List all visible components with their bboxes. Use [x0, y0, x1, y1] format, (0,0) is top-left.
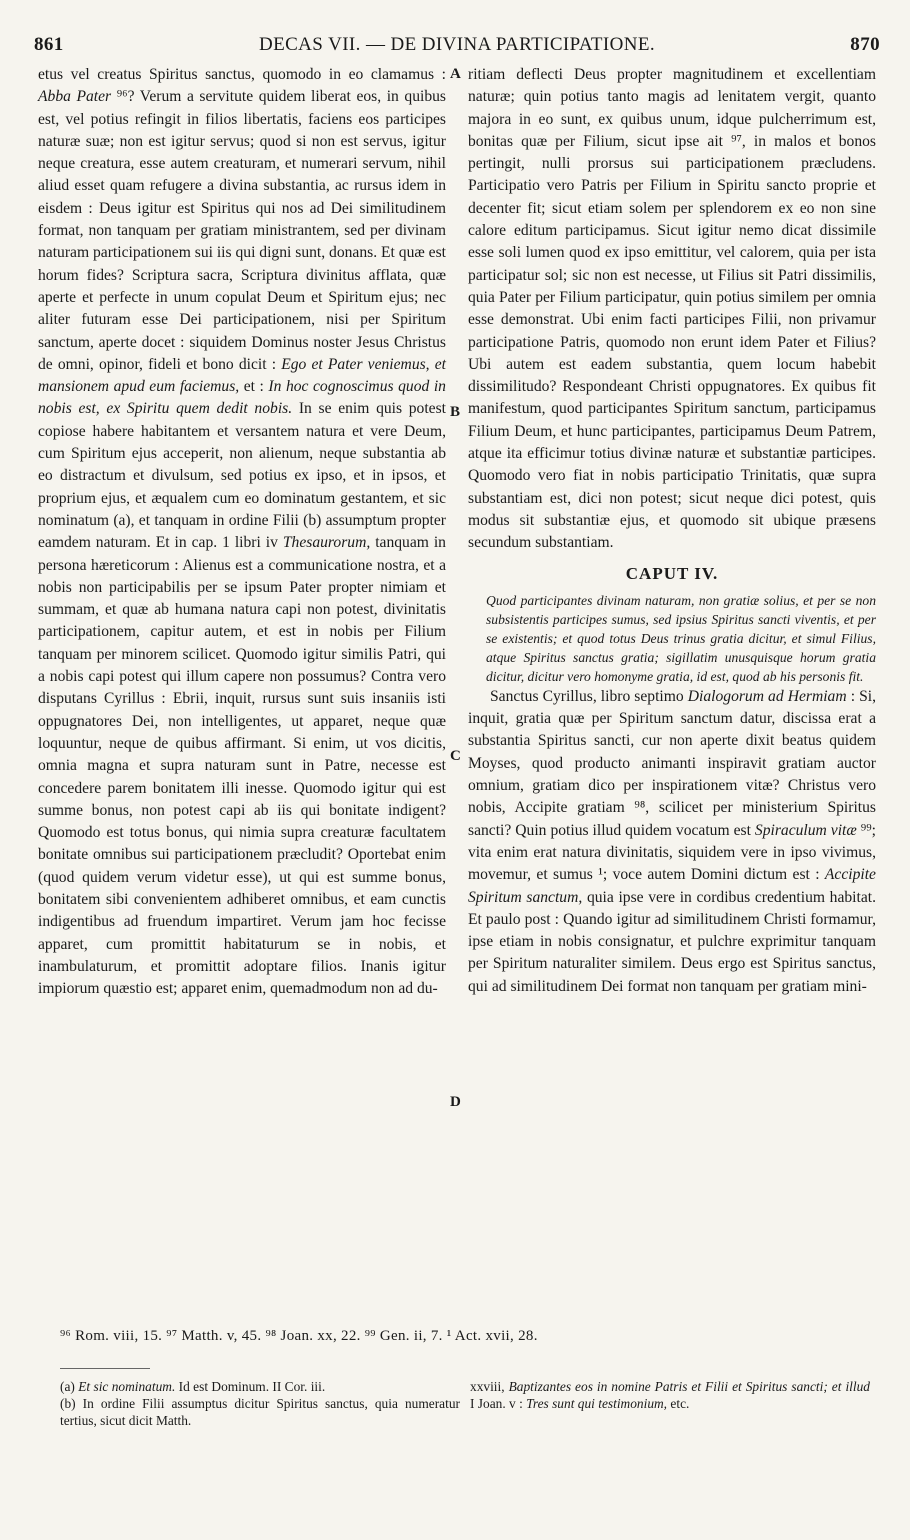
footnote-b: (b) In ordine Filii assumptus dicitur Spiritus sanctus, quia numeratur tertius, sicut dicit Matth. — [60, 1396, 460, 1428]
page-number-left: 861 — [34, 34, 64, 55]
footnote-b-continued: xxviii, Baptizantes eos in nomine Patris et Filii et Spiritus sancti; et illud I Joan. v : Tres sunt qui testimonium, etc. — [470, 1379, 870, 1411]
right-paragraph-2: Sanctus Cyrillus, libro septimo Dialogorum ad Hermiam : Si, inquit, gratia quæ per Spiritum sanctum datur, discissa erat a substantia Spiritus sancti, cur non aperte dixit beatus quidem Moyses, quod producto animanti inspiravit gratiam auctor omnium, gratiam dico per inspirationem vitæ? Christus vero nobis, Accipite gratiam ⁹⁸, scilicet per ministerium Spiritus sancti? Quin potius illud quidem vocatum est Spiraculum vitæ ⁹⁹; vita enim erat natura divinitatis, siquidem vere in ipso vivimus, movemur, et sumus ¹; voce autem Domini dictum est : Accipite Spiritum sanctum, quia ipse vere in cordibus credentium habitat. Et paulo post : Quando igitur ad similitudinem Christi formamur, ipse etiam in nobis consignatur, et pulchre exprimitur tanquam per Spiritum naturaliter similem. Deus ergo est Spiritus sanctus, qui ad similitudinem Dei format non tanquam per gratiam mini- — [468, 687, 877, 995]
footnotes-right — [470, 1378, 870, 1412]
section-marker-a: A — [450, 66, 461, 82]
left-paragraph: etus vel creatus Spiritus sanctus, quomodo in eo clamamus : Abba Pater ⁹⁶? Verum a servitute quidem liberat eos, in quibus est, vel potius refingit in filios libertatis, faciens eos participes naturæ suæ; non est igitur servus; quod si non est servus, igitur neque creatura, esse autem creaturam, et numerari servum, nihil aliud esset quam refugere a divina substantia, ac rursus idem in eisdem : Deus igitur est Spiritus qui nos ad Dei similitudinem format, non tanquam per gratiam ministrantem, sed per divinam naturam participationem sui iis qui digni sunt, donans. Et quæ est horum fides? Scriptura sacra, Scriptura divinitus afflata, quæ aperte et perfecte in unum copulat Deum et Spiritum ejus; nec aliter futuram esse Dei participationem, nisi per Spiritum sanctum, aperte docet : siquidem Dominus noster Jesus Christus de omni, opinor, fideli et bono dicit : Ego et Pater veniemus, et mansionem apud eum faciemus, et : In hoc cognoscimus quod in nobis est, ex Spiritu quem dedit nobis. In se enim quis potest copiose habere habitantem et versantem natura et vere Deum, cum Spiritum ejus acceperit, non alienum, neque substantia ab eo distractum et divulsum, sed potius ex ipso, et in ipsos, et proprium ejus, et æqualem cum eo dominatum gestantem, et sic nominatum (a), et tanquam in ordine Filii (b) assumptum propter eamdem naturam. Et in cap. 1 libri iv Thesaurorum, tanquam in persona hæreticorum : Alienus est a communicatione nostra, et a nobis non participabilis per se ipsum Pater propter nimiam et summam, et quæ ab humana natura capi non potest, divinitatis participationem, capitur autem, et est in nobis per Filium tanquam per minorem scilicet. Quomodo igitur similis Patri, qui a nobis capi potest qui illum capere non possumus? Contra vero disputans Cyrillus : Ebrii, inquit, rursus sunt suis insaniis isti oppugnatores Dei, non intelligentes, ut apparet, neque quæ loquuntur, neque de quibus affirmant. Si enim, ut vos dicitis, omnia magna et supra naturam sunt in Patre, necesse est concedere parem bonitatem illi inesse. Quomodo igitur qui est summe bonus, non potest capi ab iis qui bonitate indigent? Quomodo est totus bonus, qui nimia supra creaturæ facultatem bonitate omnibus sui participationem præcludit? Oportebat enim (quod quidem verum videtur esse), ut qui est summe bonus, bonitatem sibi convenientem adhiberet omnibus, et eam cunctis indigentibus ad fruendum impartiret. Verum jam hoc fecisse apparet, cum promittit habitaturum se in nobis, et inambulaturum, et promittit adoptare filios. Inanis igitur impiorum quæstio est; apparet enim, quemadmodum non ad du- — [38, 66, 447, 998]
chapter-heading: CAPUT IV. — [625, 563, 719, 583]
running-header — [34, 34, 880, 56]
section-marker-b: B — [450, 404, 461, 420]
scripture-references: ⁹⁶ Rom. viii, 15. ⁹⁷ Matth. v, 45. ⁹⁸ Joan. xx, 22. ⁹⁹ Gen. ii, 7. ¹ Act. xvii, 28. — [60, 1328, 538, 1344]
right-paragraph-1: ritiam deflecti Deus propter magnitudinem et excellentiam naturæ; quin potius tanto magis ad lenitatem vergit, quanto majora in eo sunt, ex quibus unum, idque pulcherrimum est, bonitas quæ per Filium, sicut ipse ait ⁹⁷, in malos et bonos pertingit, nulli prorsus sui participationem præcludens. Participatio vero Patris per Filium in Spiritu sancto proprie et decenter fit; sicut etiam solem per splendorem ex eo non sine calore editum participamus. Sicut igitur nemo dicat dissimile esse soli lumen quod ex ipso emittitur, vel calorem, quia per ista participatur sol; sic non est necesse, ut Filius sit Patri dissimilis, quia Pater per Filium participatur, quin potius similem per omnia esse demonstrat. Ubi enim facti participes Filii, non privamur participatione Patris, quomodo non erunt idem Pater et Filius? Ubi autem est eadem substantia, quem locum habebit dissimilitudo? Respondeant Christi oppugnatores. Ex quibus fit manifestum, quod participantes Spiritum sanctum, participamus Filium Deum, et hunc participantes, participamus Deum Patrem, atque ita efficimur totius divinæ naturæ et substantiæ participes. Quomodo vero fiat in nobis participatio Trinitatis, quæ supra substantiam est, dici non potest; sicut neque dici potest, quis modus sit substantiæ ejus, et quomodo sit ubique præsens secundum substantiam. — [468, 66, 876, 552]
footnote-divider — [60, 1368, 150, 1369]
chapter-summary: Quod participantes divinam naturam, non gratiæ solius, et per se non subsistentis participes sumus, sed ipsius Spiritus sancti viventis, et per se existentis; et quod totus Deus trinus gratia dicitur, et simul Filius, atque Spiritus sanctus gratia; sigillatim unusquisque horum gratia dicitur, dicitur vero homonyme gratia, id est, quod ab his personis fit. — [486, 592, 876, 684]
running-title: DECAS VII. — DE DIVINA PARTICIPATIONE. — [258, 34, 656, 55]
section-marker-c: C — [450, 748, 461, 764]
page-number-right: 870 — [850, 34, 880, 55]
section-marker-d: D — [450, 1094, 461, 1110]
left-column — [38, 64, 446, 1000]
right-column — [468, 64, 876, 998]
footnotes-left — [60, 1378, 460, 1429]
footnote-a: (a) Et sic nominatum. Id est Dominum. II Cor. iii. — [60, 1379, 326, 1394]
